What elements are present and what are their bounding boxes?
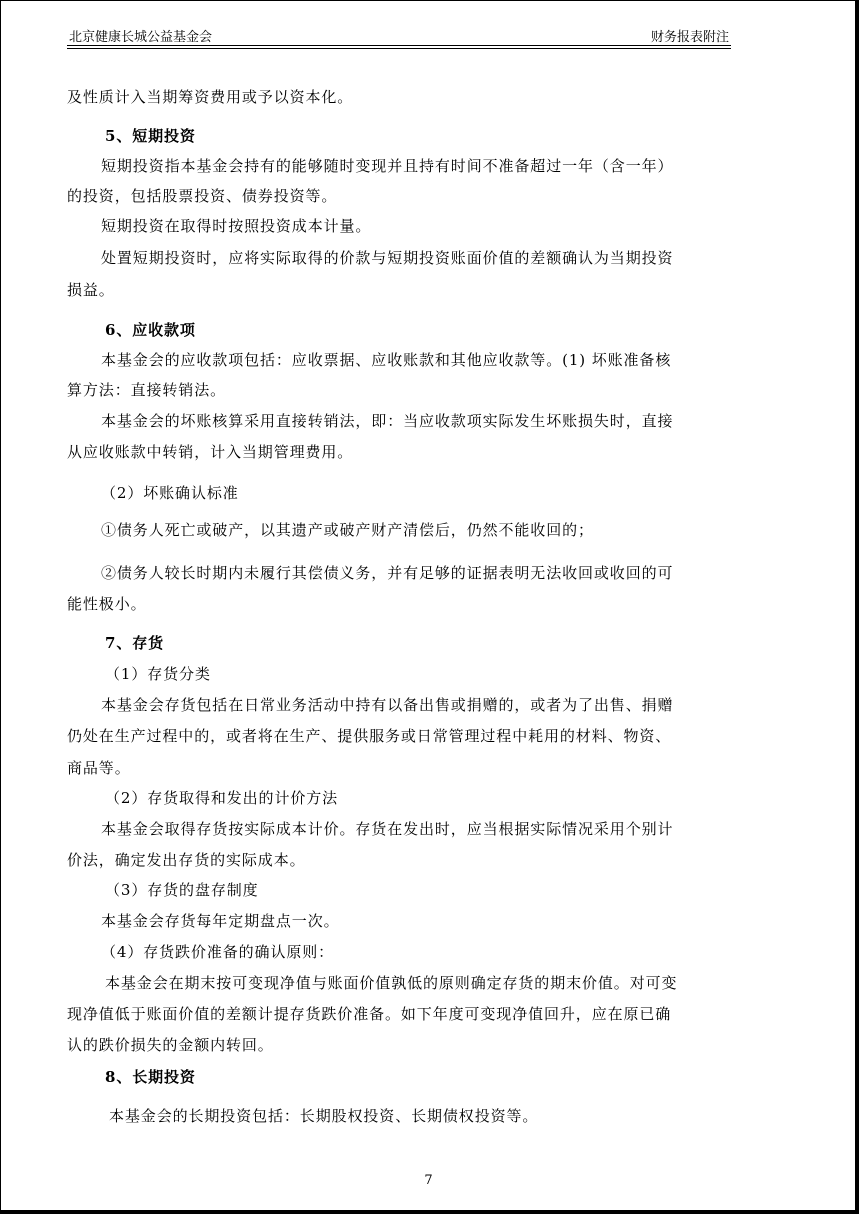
text-line: 短期投资在取得时按照投资成本计量。 <box>101 217 372 235</box>
text-line: 的投资，包括股票投资、债券投资等。 <box>67 187 338 205</box>
text-line: 本基金会的坏账核算采用直接转销法，即：当应收款项实际发生坏账损失时，直接 <box>101 412 674 430</box>
text-line: 处置短期投资时，应将实际取得的价款与短期投资账面价值的差额确认为当期投资 <box>101 249 674 267</box>
header-rule <box>67 48 731 49</box>
text-line: 本基金会的应收款项包括：应收票据、应收账款和其他应收款等。(1) 坏账准备核 <box>101 351 672 369</box>
header-org-name: 北京健康长城公益基金会 <box>69 30 213 45</box>
text-line: 能性极小。 <box>67 595 147 613</box>
page-number: 7 <box>424 1173 433 1188</box>
text-line: 仍处在生产过程中的，或者将在生产、提供服务或日常管理过程中耗用的材料、物资、 <box>67 727 672 745</box>
text-line: 现净值低于账面价值的差额计提存货跌价准备。如下年度可变现净值回升，应在原已确 <box>67 1005 672 1023</box>
header-section-title: 财务报表附注 <box>650 30 729 45</box>
section-heading-inventory: 7、存货 <box>105 634 165 652</box>
text-line: 本基金会存货每年定期盘点一次。 <box>101 912 340 930</box>
subheading-inventory-impairment: （4）存货跌价准备的确认原则： <box>101 943 335 961</box>
text-line: 商品等。 <box>67 759 131 777</box>
text-line: 本基金会在期末按可变现净值与账面价值孰低的原则确定存货的期末价值。对可变 <box>105 974 678 992</box>
text-line: 本基金会存货包括在日常业务活动中持有以备出售或捐赠的，或者为了出售、捐赠 <box>101 696 674 714</box>
text-line: 本基金会的长期投资包括：长期股权投资、长期债权投资等。 <box>109 1107 539 1125</box>
section-heading-long-term-investment: 8、长期投资 <box>105 1068 196 1086</box>
text-line: ②债务人较长时期内未履行其偿债义务，并有足够的证据表明无法收回或收回的可 <box>101 564 674 582</box>
text-line: ①债务人死亡或破产，以其遗产或破产财产清偿后，仍然不能收回的； <box>101 521 594 539</box>
page-header <box>67 25 731 46</box>
subheading-inventory-count-system: （3）存货的盘存制度 <box>105 881 259 899</box>
text-line: 本基金会取得存货按实际成本计价。存货在发出时，应当根据实际情况采用个别计 <box>101 820 674 838</box>
text-line: 损益。 <box>67 281 115 299</box>
subheading-inventory-classification: （1）存货分类 <box>105 665 211 683</box>
subheading-bad-debt-criteria: （2）坏账确认标准 <box>101 484 239 502</box>
text-line: 价法，确定发出存货的实际成本。 <box>67 851 306 869</box>
text-line: 认的跌价损失的金额内转回。 <box>67 1036 274 1054</box>
text-line: 算方法：直接转销法。 <box>67 381 227 399</box>
text-line: 短期投资指本基金会持有的能够随时变现并且持有时间不准备超过一年（含一年） <box>101 157 674 175</box>
section-heading-short-term-investment: 5、短期投资 <box>105 127 196 145</box>
text-line: 及性质计入当期筹资费用或予以资本化。 <box>67 88 354 106</box>
section-heading-receivables: 6、应收款项 <box>105 321 196 339</box>
subheading-inventory-valuation: （2）存货取得和发出的计价方法 <box>105 789 339 807</box>
text-line: 从应收账款中转销，计入当期管理费用。 <box>67 443 354 461</box>
